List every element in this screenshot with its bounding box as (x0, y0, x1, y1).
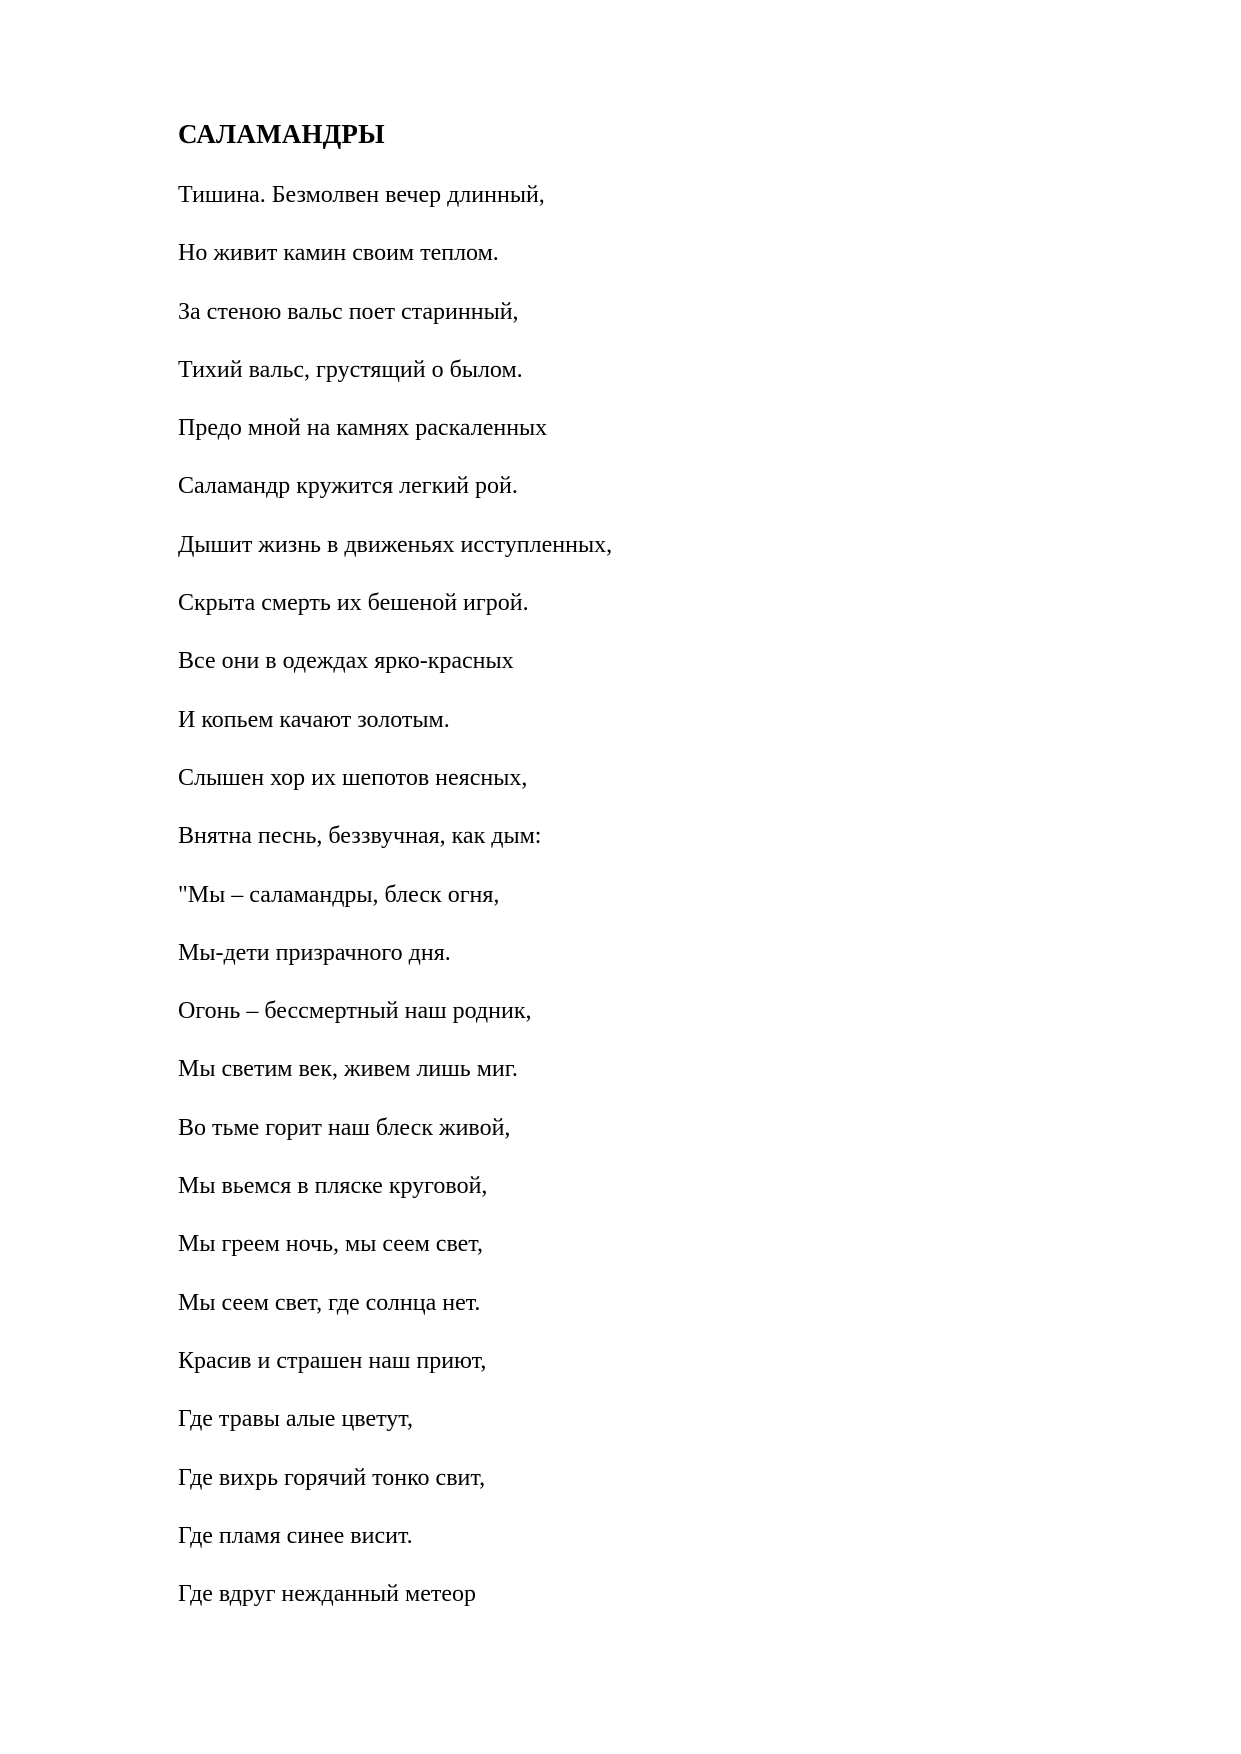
poem-line: Где пламя синее висит. (178, 1522, 413, 1549)
poem-line: И копьем качают золотым. (178, 706, 450, 733)
poem-line: "Мы – саламандры, блеск огня, (178, 881, 500, 908)
poem-line: Тишина. Безмолвен вечер длинный, (178, 182, 545, 208)
poem-line: Саламандр кружится легкий рой. (178, 473, 518, 500)
poem-line: Слышен хор их шепотов неясных, (178, 764, 528, 791)
poem-lines (178, 179, 612, 1636)
poem-line: Но живит камин своим теплом. (178, 240, 499, 267)
poem-line: Скрыта смерть их бешеной игрой. (178, 590, 529, 617)
poem-line: Дышит жизнь в движеньях исступленных, (178, 531, 613, 558)
poem-line: За стеною вальс поет старинный, (178, 298, 519, 325)
poem-title: САЛАМАНДРЫ (178, 119, 385, 149)
poem-line: Во тьме горит наш блеск живой, (178, 1114, 511, 1141)
poem-line: Где травы алые цветут, (178, 1406, 413, 1433)
poem-line: Мы вьемся в пляске круговой, (178, 1173, 488, 1200)
poem-line: Все они в одеждах ярко-красных (178, 648, 514, 675)
poem-line: Мы-дети призрачного дня. (178, 939, 451, 966)
poem-line: Мы сеем свет, где солнца нет. (178, 1289, 481, 1316)
poem-line: Внятна песнь, беззвучная, как дым: (178, 823, 542, 850)
poem-line: Предо мной на камнях раскаленных (178, 415, 548, 442)
poem-line: Тихий вальс, грустящий о былом. (178, 356, 523, 383)
poem-line: Красив и страшен наш приют, (178, 1347, 487, 1374)
poem-line: Где вихрь горячий тонко свит, (178, 1464, 486, 1491)
poem-line: Мы светим век, живем лишь миг. (178, 1056, 518, 1083)
poem-line: Мы греем ночь, мы сеем свет, (178, 1231, 483, 1258)
poem-line: Где вдруг нежданный метеор (178, 1581, 476, 1608)
poem-line: Огонь – бессмертный наш родник, (178, 998, 532, 1025)
